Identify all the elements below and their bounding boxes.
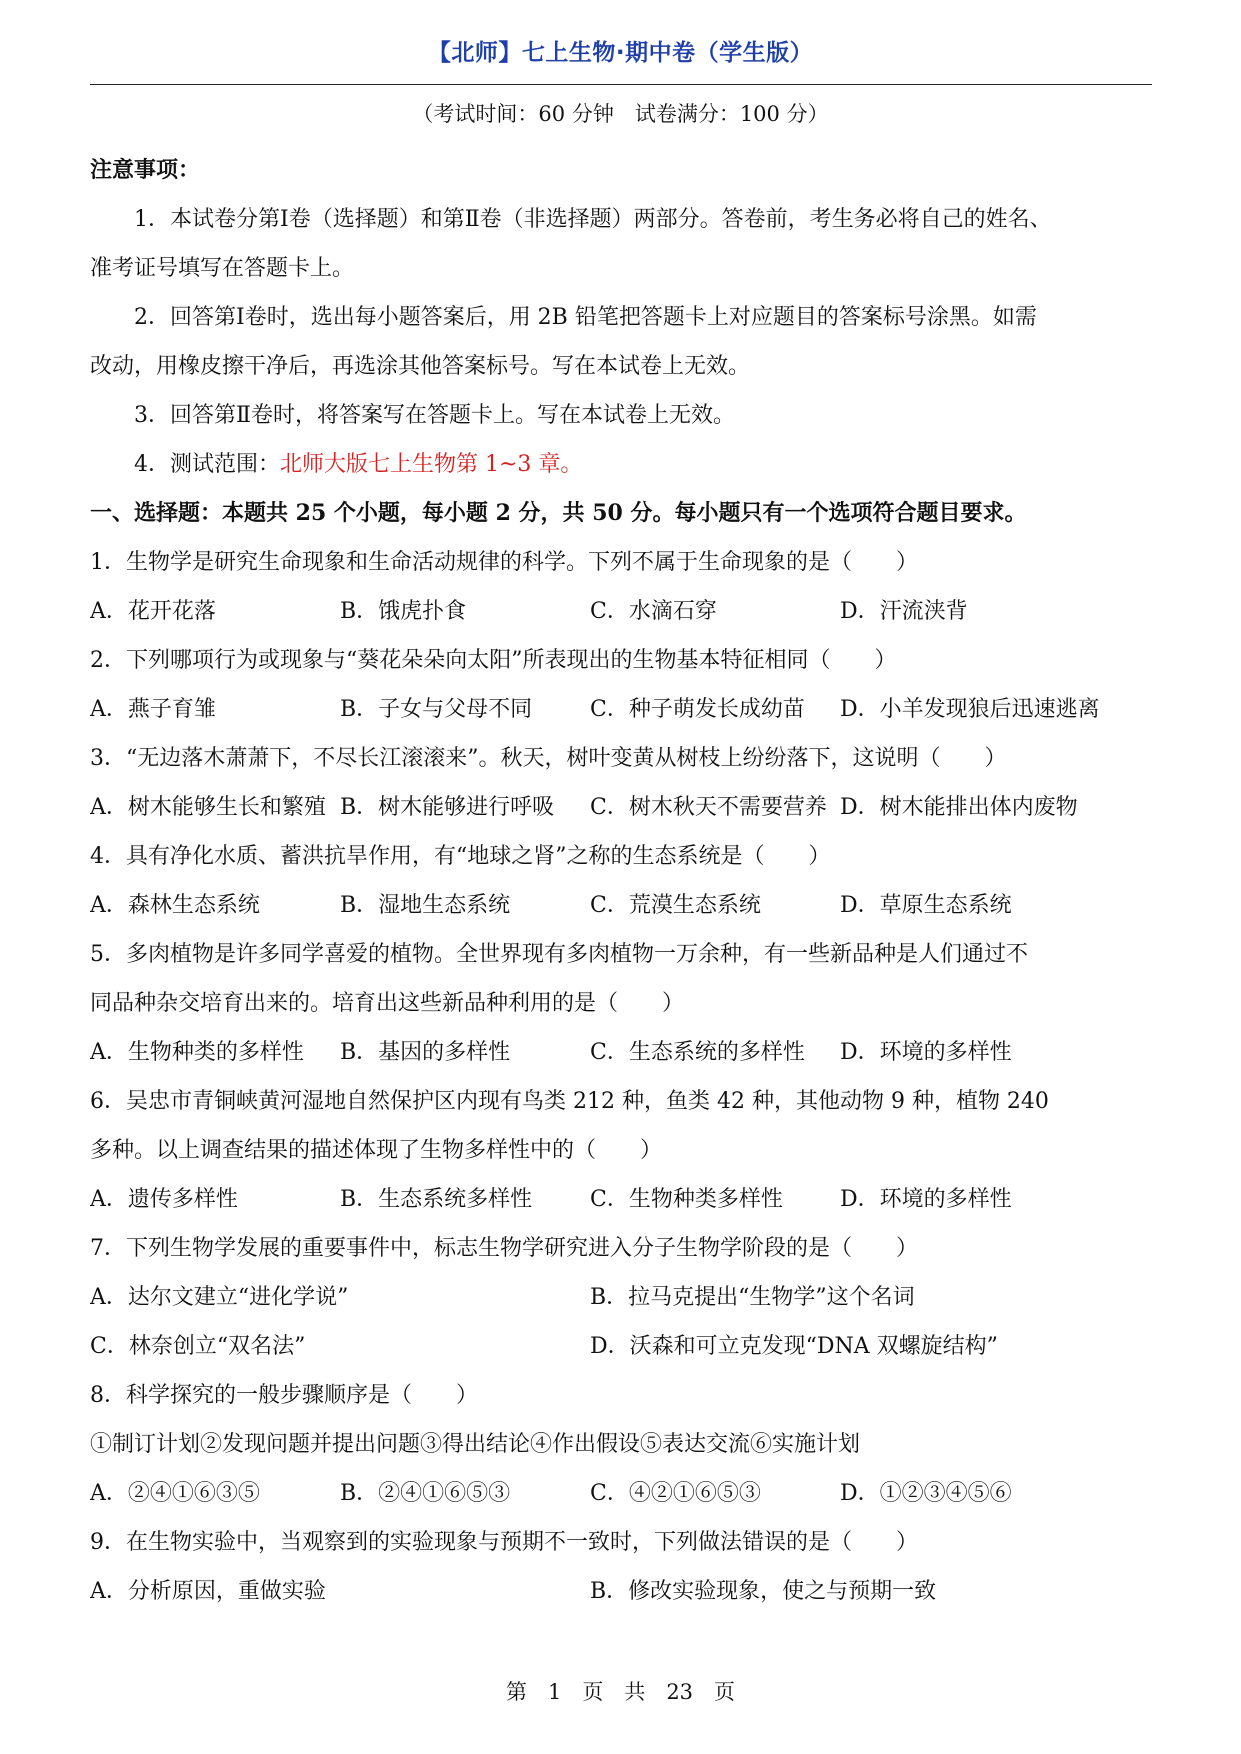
- note-item-3: 3．回答第Ⅱ卷时，将答案写在答题卡上。写在本试卷上无效。: [134, 403, 735, 428]
- question-4-stem-line-1: 4．具有净化水质、蓄洪抗旱作用，有“地球之肾”之称的生态系统是（ ）: [90, 844, 831, 869]
- question-3-option-C: C．树木秋天不需要营养: [590, 795, 827, 820]
- question-6-option-C: C．生物种类多样性: [590, 1187, 783, 1212]
- question-6-stem-line-1: 6．吴忠市青铜峡黄河湿地自然保护区内现有鸟类 212 种，鱼类 42 种，其他动物 9 种，植物 240: [90, 1089, 1049, 1114]
- question-7-options-row: [90, 1322, 1152, 1371]
- question-2-option-B: B．子女与父母不同: [340, 697, 533, 722]
- note-item-2-line-1: 2．回答第Ⅰ卷时，选出每小题答案后，用 2B 铅笔把答题卡上对应题目的答案标号涂黑。如需: [134, 305, 1037, 330]
- question-6-option-A: A．遗传多样性: [90, 1187, 238, 1212]
- question-3-option-D: D．树木能排出体内废物: [840, 795, 1078, 820]
- header-divider: [90, 84, 1152, 85]
- question-5-stem-line-1: 5．多肉植物是许多同学喜爱的植物。全世界现有多肉植物一万余种，有一些新品种是人们通过不: [90, 942, 1029, 967]
- question-5-options-row: [90, 1028, 1152, 1077]
- question-6-stem-line-2: 多种。以上调查结果的描述体现了生物多样性中的（ ）: [90, 1138, 663, 1163]
- question-5-option-A: A．生物种类的多样性: [90, 1040, 304, 1065]
- question-1-option-A: A．花开花落: [90, 599, 216, 624]
- question-7-stem-line-1: 7．下列生物学发展的重要事件中，标志生物学研究进入分子生物学阶段的是（ ）: [90, 1236, 918, 1261]
- note-item-1-line-2: 准考证号填写在答题卡上。: [90, 256, 355, 281]
- notes-heading: 注意事项：: [90, 157, 201, 183]
- question-6-options-row: [90, 1175, 1152, 1224]
- question-1-option-D: D．汗流浃背: [840, 599, 968, 624]
- question-9-option-A: A．分析原因，重做实验: [90, 1579, 326, 1604]
- question-8-stem-line-1: 8．科学探究的一般步骤顺序是（ ）: [90, 1383, 478, 1408]
- question-9-option-B: B．修改实验现象，使之与预期一致: [590, 1579, 937, 1604]
- document-title: 【北师】七上生物·期中卷（学生版）: [427, 40, 814, 66]
- question-1-stem-line-1: 1．生物学是研究生命现象和生命活动规律的科学。下列不属于生命现象的是（ ）: [90, 550, 918, 575]
- question-5-option-B: B．基因的多样性: [340, 1040, 511, 1065]
- question-1-options-row: [90, 587, 1152, 636]
- question-7-option-D: D．沃森和可立克发现“DNA 双螺旋结构”: [590, 1334, 998, 1359]
- test-scope: 北师大版七上生物第 1~3 章。: [280, 452, 583, 477]
- question-4-options-row: [90, 881, 1152, 930]
- note-item-1-line-1: 1．本试卷分第Ⅰ卷（选择题）和第Ⅱ卷（非选择题）两部分。答卷前，考生务必将自己的姓名、: [134, 207, 1052, 232]
- question-2-option-A: A．燕子育雏: [90, 697, 216, 722]
- exam-info: （考试时间：60 分钟 试卷满分：100 分）: [412, 102, 829, 126]
- question-8-option-D: D．①②③④⑤⑥: [840, 1481, 1012, 1506]
- question-7-option-B: B．拉马克提出“生物学”这个名词: [590, 1285, 915, 1310]
- question-8-option-A: A．②④①⑥③⑤: [90, 1481, 260, 1506]
- question-2-stem-line-1: 2．下列哪项行为或现象与“葵花朵朵向太阳”所表现出的生物基本特征相同（ ）: [90, 648, 897, 673]
- note-item-2-line-2: 改动，用橡皮擦干净后，再选涂其他答案标号。写在本试卷上无效。: [90, 354, 751, 379]
- question-8-option-C: C．④②①⑥⑤③: [590, 1481, 761, 1506]
- question-7-options-row: [90, 1273, 1152, 1322]
- question-3-options-row: [90, 783, 1152, 832]
- question-3-option-B: B．树木能够进行呼吸: [340, 795, 555, 820]
- question-3-option-A: A．树木能够生长和繁殖: [90, 795, 326, 820]
- note-item-4-prefix: 4．测试范围：: [134, 452, 280, 477]
- question-9-stem-line-1: 9．在生物实验中，当观察到的实验现象与预期不一致时，下列做法错误的是（ ）: [90, 1530, 918, 1555]
- question-1-option-B: B．饿虎扑食: [340, 599, 467, 624]
- question-8-options-row: [90, 1469, 1152, 1518]
- question-4-option-C: C．荒漠生态系统: [590, 893, 761, 918]
- question-5-stem-line-2: 同品种杂交培育出来的。培育出这些新品种利用的是（ ）: [90, 991, 685, 1016]
- question-2-option-C: C．种子萌发长成幼苗: [590, 697, 805, 722]
- question-7-option-A: A．达尔文建立“进化学说”: [90, 1285, 349, 1310]
- question-2-options-row: [90, 685, 1152, 734]
- page-number: 第 1 页 共 23 页: [505, 1680, 736, 1704]
- section-heading: 一、选择题：本题共 25 个小题，每小题 2 分，共 50 分。每小题只有一个选项符合题目要求。: [90, 500, 1027, 526]
- question-6-option-D: D．环境的多样性: [840, 1187, 1012, 1212]
- note-item-4: [90, 440, 1152, 489]
- question-3-stem-line-1: 3．“无边落木萧萧下，不尽长江滚滚来”。秋天，树叶变黄从树枝上纷纷落下，这说明（ ）: [90, 746, 1007, 771]
- question-4-option-A: A．森林生态系统: [90, 893, 260, 918]
- question-1-option-C: C．水滴石穿: [590, 599, 717, 624]
- question-9-options-row: [90, 1567, 1152, 1616]
- question-4-option-B: B．湿地生态系统: [340, 893, 511, 918]
- question-5-option-C: C．生态系统的多样性: [590, 1040, 805, 1065]
- question-5-option-D: D．环境的多样性: [840, 1040, 1012, 1065]
- question-8-stem-line-2: ①制订计划②发现问题并提出问题③得出结论④作出假设⑤表达交流⑥实施计划: [90, 1432, 861, 1457]
- question-2-option-D: D．小羊发现狼后迅速逃离: [840, 697, 1100, 722]
- question-4-option-D: D．草原生态系统: [840, 893, 1012, 918]
- question-7-option-C: C．林奈创立“双名法”: [90, 1334, 306, 1359]
- document-body: [90, 146, 1152, 1616]
- question-8-option-B: B．②④①⑥⑤③: [340, 1481, 511, 1506]
- question-6-option-B: B．生态系统多样性: [340, 1187, 533, 1212]
- question-list: [90, 538, 1152, 1616]
